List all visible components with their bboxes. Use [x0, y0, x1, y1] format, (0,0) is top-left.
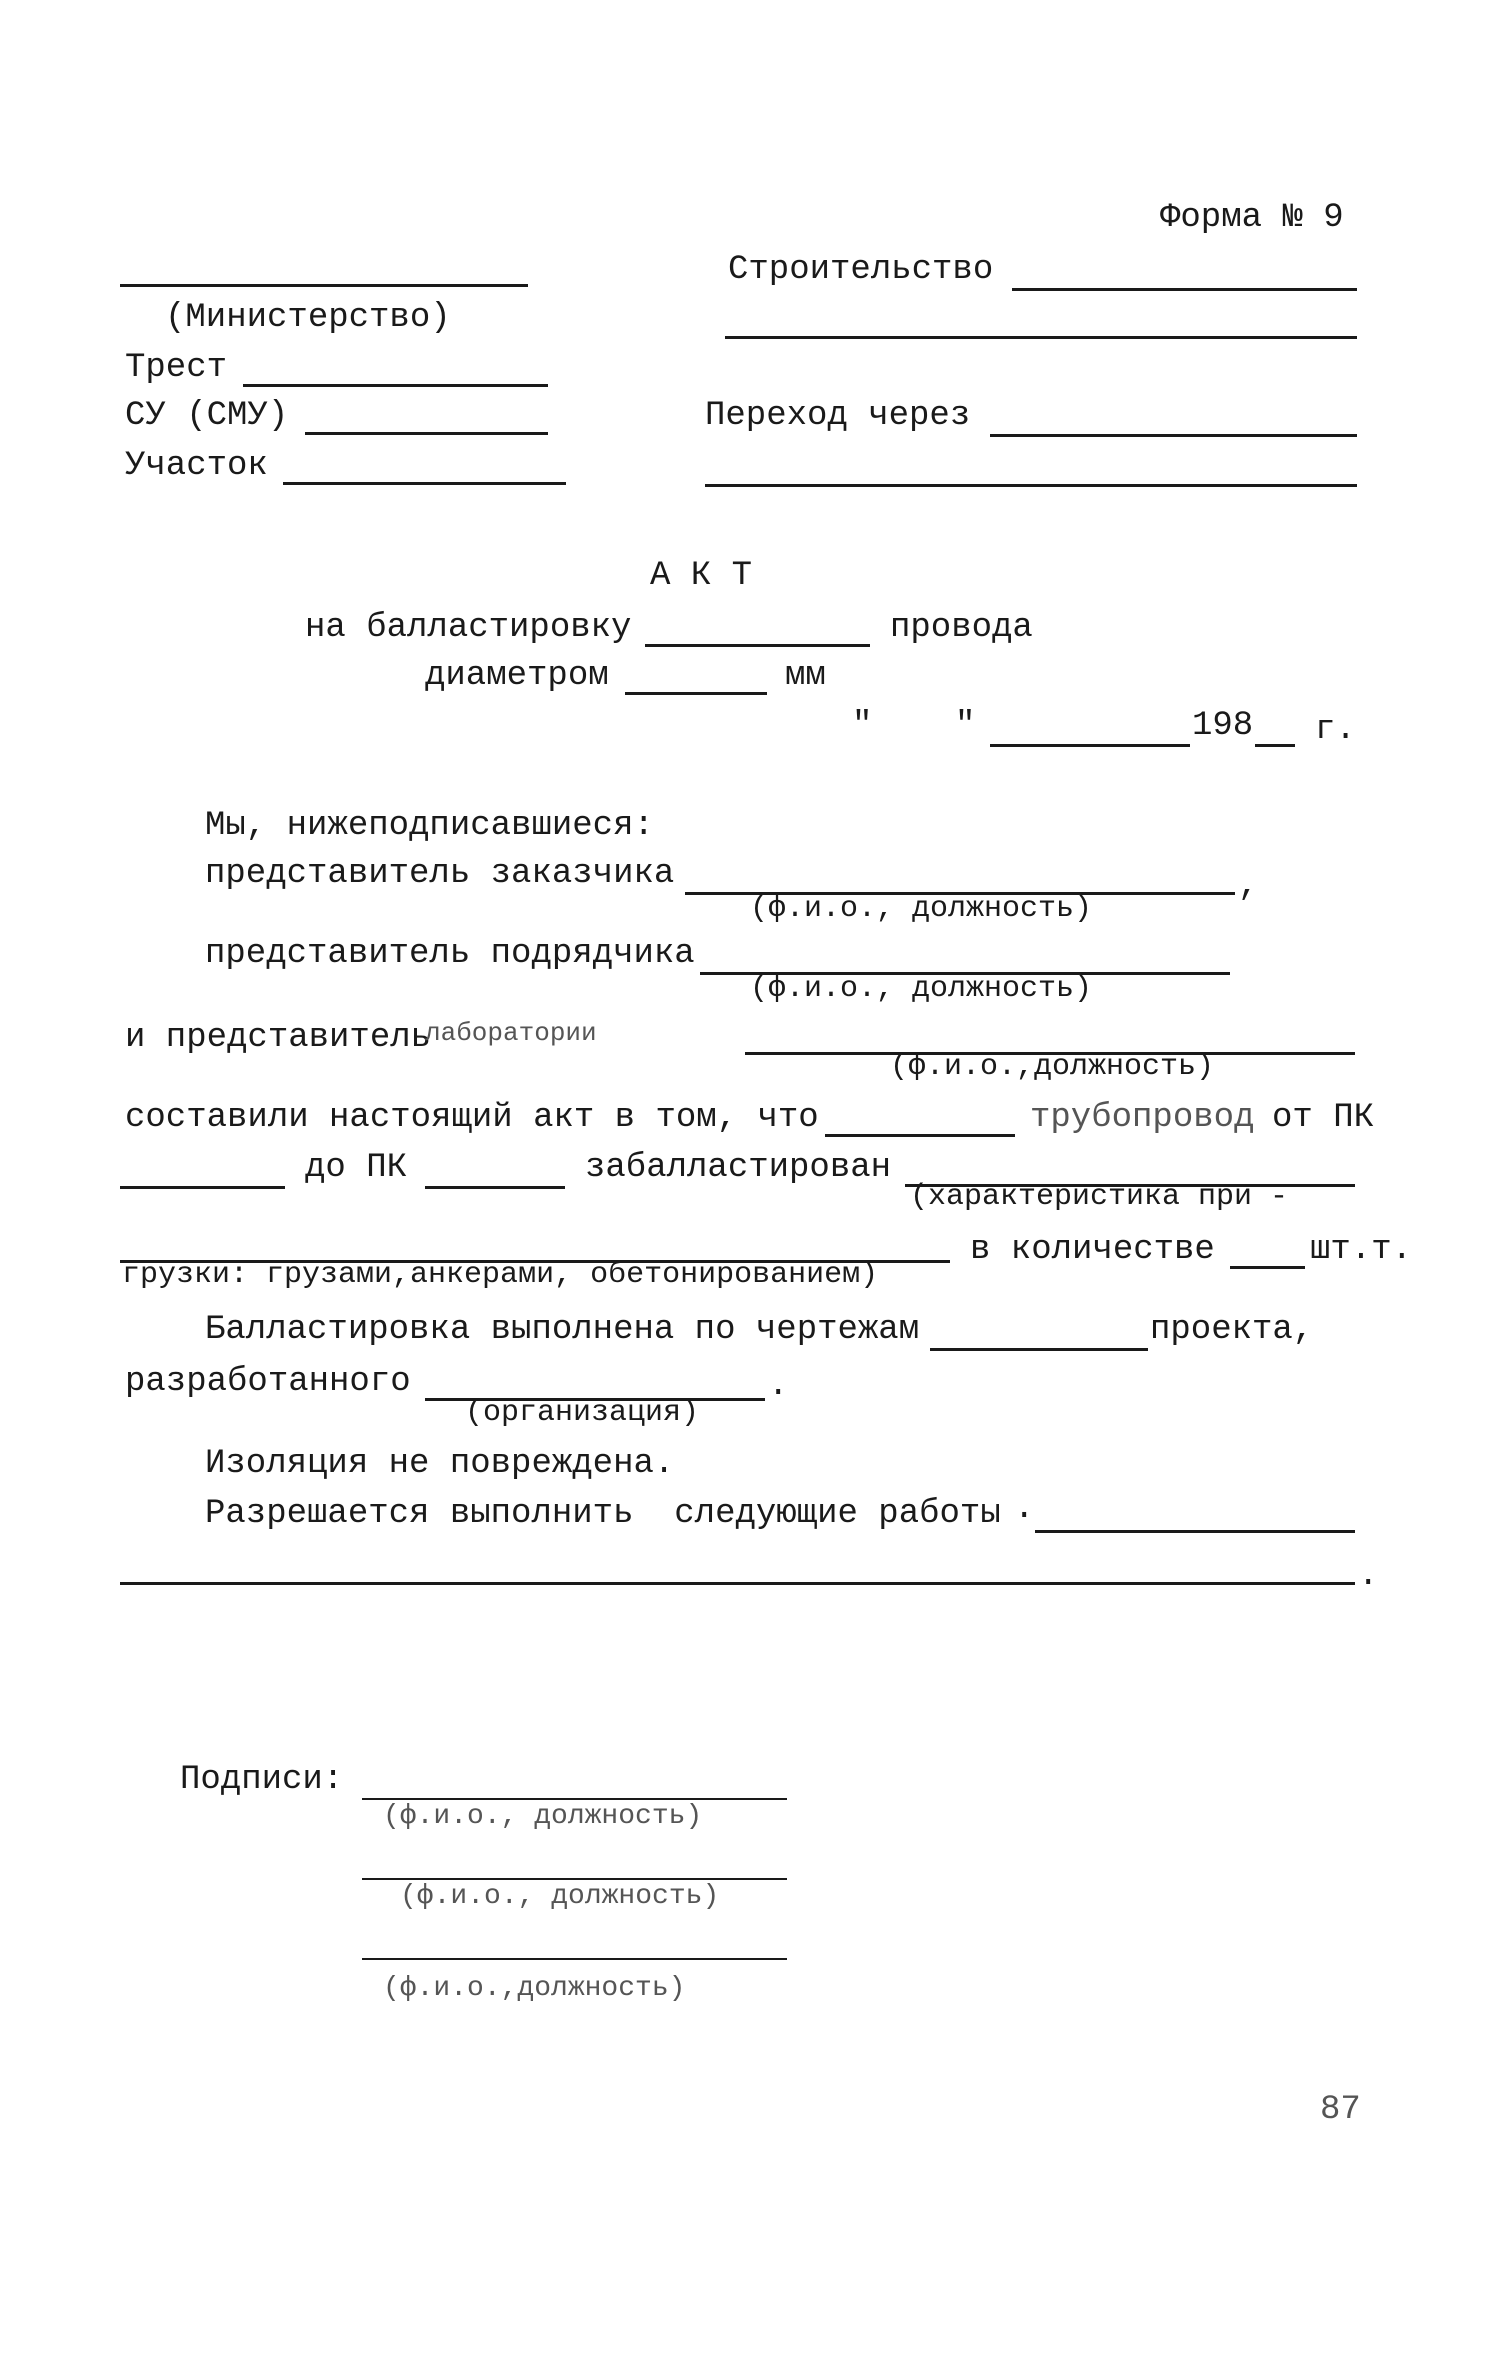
- crossing-line-2[interactable]: [705, 484, 1357, 487]
- ballasted-label: забалластирован: [585, 1149, 892, 1187]
- insulation-text: Изоляция не повреждена.: [205, 1445, 675, 1483]
- lab-rep-org: лаборатории: [425, 1018, 597, 1048]
- quantity-label: в количестве: [970, 1231, 1215, 1269]
- signature-caption-3: (ф.и.о.,должность): [383, 1973, 686, 2004]
- allowed-text: Разрешается выполнить следующие работы: [205, 1495, 1001, 1533]
- customer-rep-label: представитель заказчика: [205, 855, 675, 893]
- date-quote-open: ": [852, 707, 873, 745]
- allowed-work-line-2[interactable]: [120, 1582, 1355, 1585]
- lab-rep-pre: и представитель: [125, 1019, 432, 1057]
- from-pk-label: от ПК: [1272, 1099, 1375, 1137]
- allowed-work-line[interactable]: [1035, 1530, 1355, 1533]
- date-year-line[interactable]: [1255, 744, 1295, 747]
- construction-line-2[interactable]: [725, 336, 1357, 339]
- wire-type-line[interactable]: [645, 644, 870, 647]
- developed-label: разработанного: [125, 1363, 411, 1401]
- ministry-line[interactable]: [120, 284, 528, 287]
- developed-period: .: [768, 1367, 789, 1405]
- construction-line[interactable]: [1012, 288, 1357, 291]
- from-pk-line[interactable]: [120, 1186, 285, 1189]
- lab-rep-caption: (ф.и.о.,должность): [890, 1050, 1215, 1084]
- diameter-line[interactable]: [625, 692, 767, 695]
- ministry-label: (Министерство): [165, 299, 451, 337]
- customer-rep-comma: ,: [1238, 867, 1259, 905]
- crossing-line[interactable]: [990, 434, 1357, 437]
- title-line1-pre: на балластировку: [305, 609, 632, 647]
- section-line[interactable]: [283, 482, 566, 485]
- to-pk-label: до ПК: [305, 1149, 408, 1187]
- allowed-bullet: ·: [1014, 1497, 1035, 1535]
- trust-line[interactable]: [243, 384, 548, 387]
- contractor-rep-label: представитель подрядчика: [205, 935, 695, 973]
- intro-text: Мы, нижеподписавшиеся:: [205, 807, 654, 845]
- contractor-rep-caption: (ф.и.о., должность): [750, 972, 1093, 1006]
- pipeline-label: трубопровод: [1030, 1099, 1255, 1137]
- composed-text: составили настоящий акт в том, что: [125, 1099, 819, 1137]
- act-heading: А К Т: [650, 557, 753, 595]
- section-label: Участок: [125, 447, 268, 485]
- date-month-line[interactable]: [990, 744, 1190, 747]
- allowed-end-period: .: [1358, 1557, 1379, 1595]
- quantity-unit: шт.т.: [1310, 1231, 1413, 1269]
- construction-label: Строительство: [728, 251, 994, 289]
- signature-caption-1: (ф.и.о., должность): [383, 1801, 703, 1832]
- su-label: СУ (СМУ): [125, 397, 289, 435]
- signatures-label: Подписи:: [180, 1761, 344, 1799]
- customer-rep-caption: (ф.и.о., должность): [750, 892, 1093, 926]
- su-line[interactable]: [305, 432, 548, 435]
- organization-caption: (организация): [465, 1396, 700, 1430]
- title-line2-post: мм: [785, 657, 826, 695]
- date-quote-close: ": [955, 707, 976, 745]
- pipeline-type-line[interactable]: [825, 1134, 1015, 1137]
- drawing-number-line[interactable]: [930, 1348, 1148, 1351]
- page-number: 87: [1320, 2091, 1361, 2129]
- title-line1-post: провода: [890, 609, 1033, 647]
- date-year: 198: [1192, 707, 1254, 745]
- ballast-done-text: Балластировка выполнена по чертежам: [205, 1311, 920, 1349]
- characteristic-caption-1: (характеристика при -: [910, 1180, 1289, 1214]
- characteristic-caption-2: грузки: грузами,анкерами, обетонированием): [122, 1258, 879, 1292]
- form-number: Форма № 9: [1160, 199, 1344, 237]
- trust-label: Трест: [125, 349, 228, 387]
- to-pk-line[interactable]: [425, 1186, 565, 1189]
- signature-caption-2: (ф.и.о., должность): [400, 1881, 720, 1912]
- date-suffix: г.: [1315, 711, 1356, 749]
- title-line2-pre: диаметром: [425, 657, 609, 695]
- quantity-line[interactable]: [1230, 1266, 1305, 1269]
- ballast-done-post: проекта,: [1150, 1311, 1314, 1349]
- signature-line-3[interactable]: [362, 1958, 787, 1960]
- crossing-label: Переход через: [705, 397, 971, 435]
